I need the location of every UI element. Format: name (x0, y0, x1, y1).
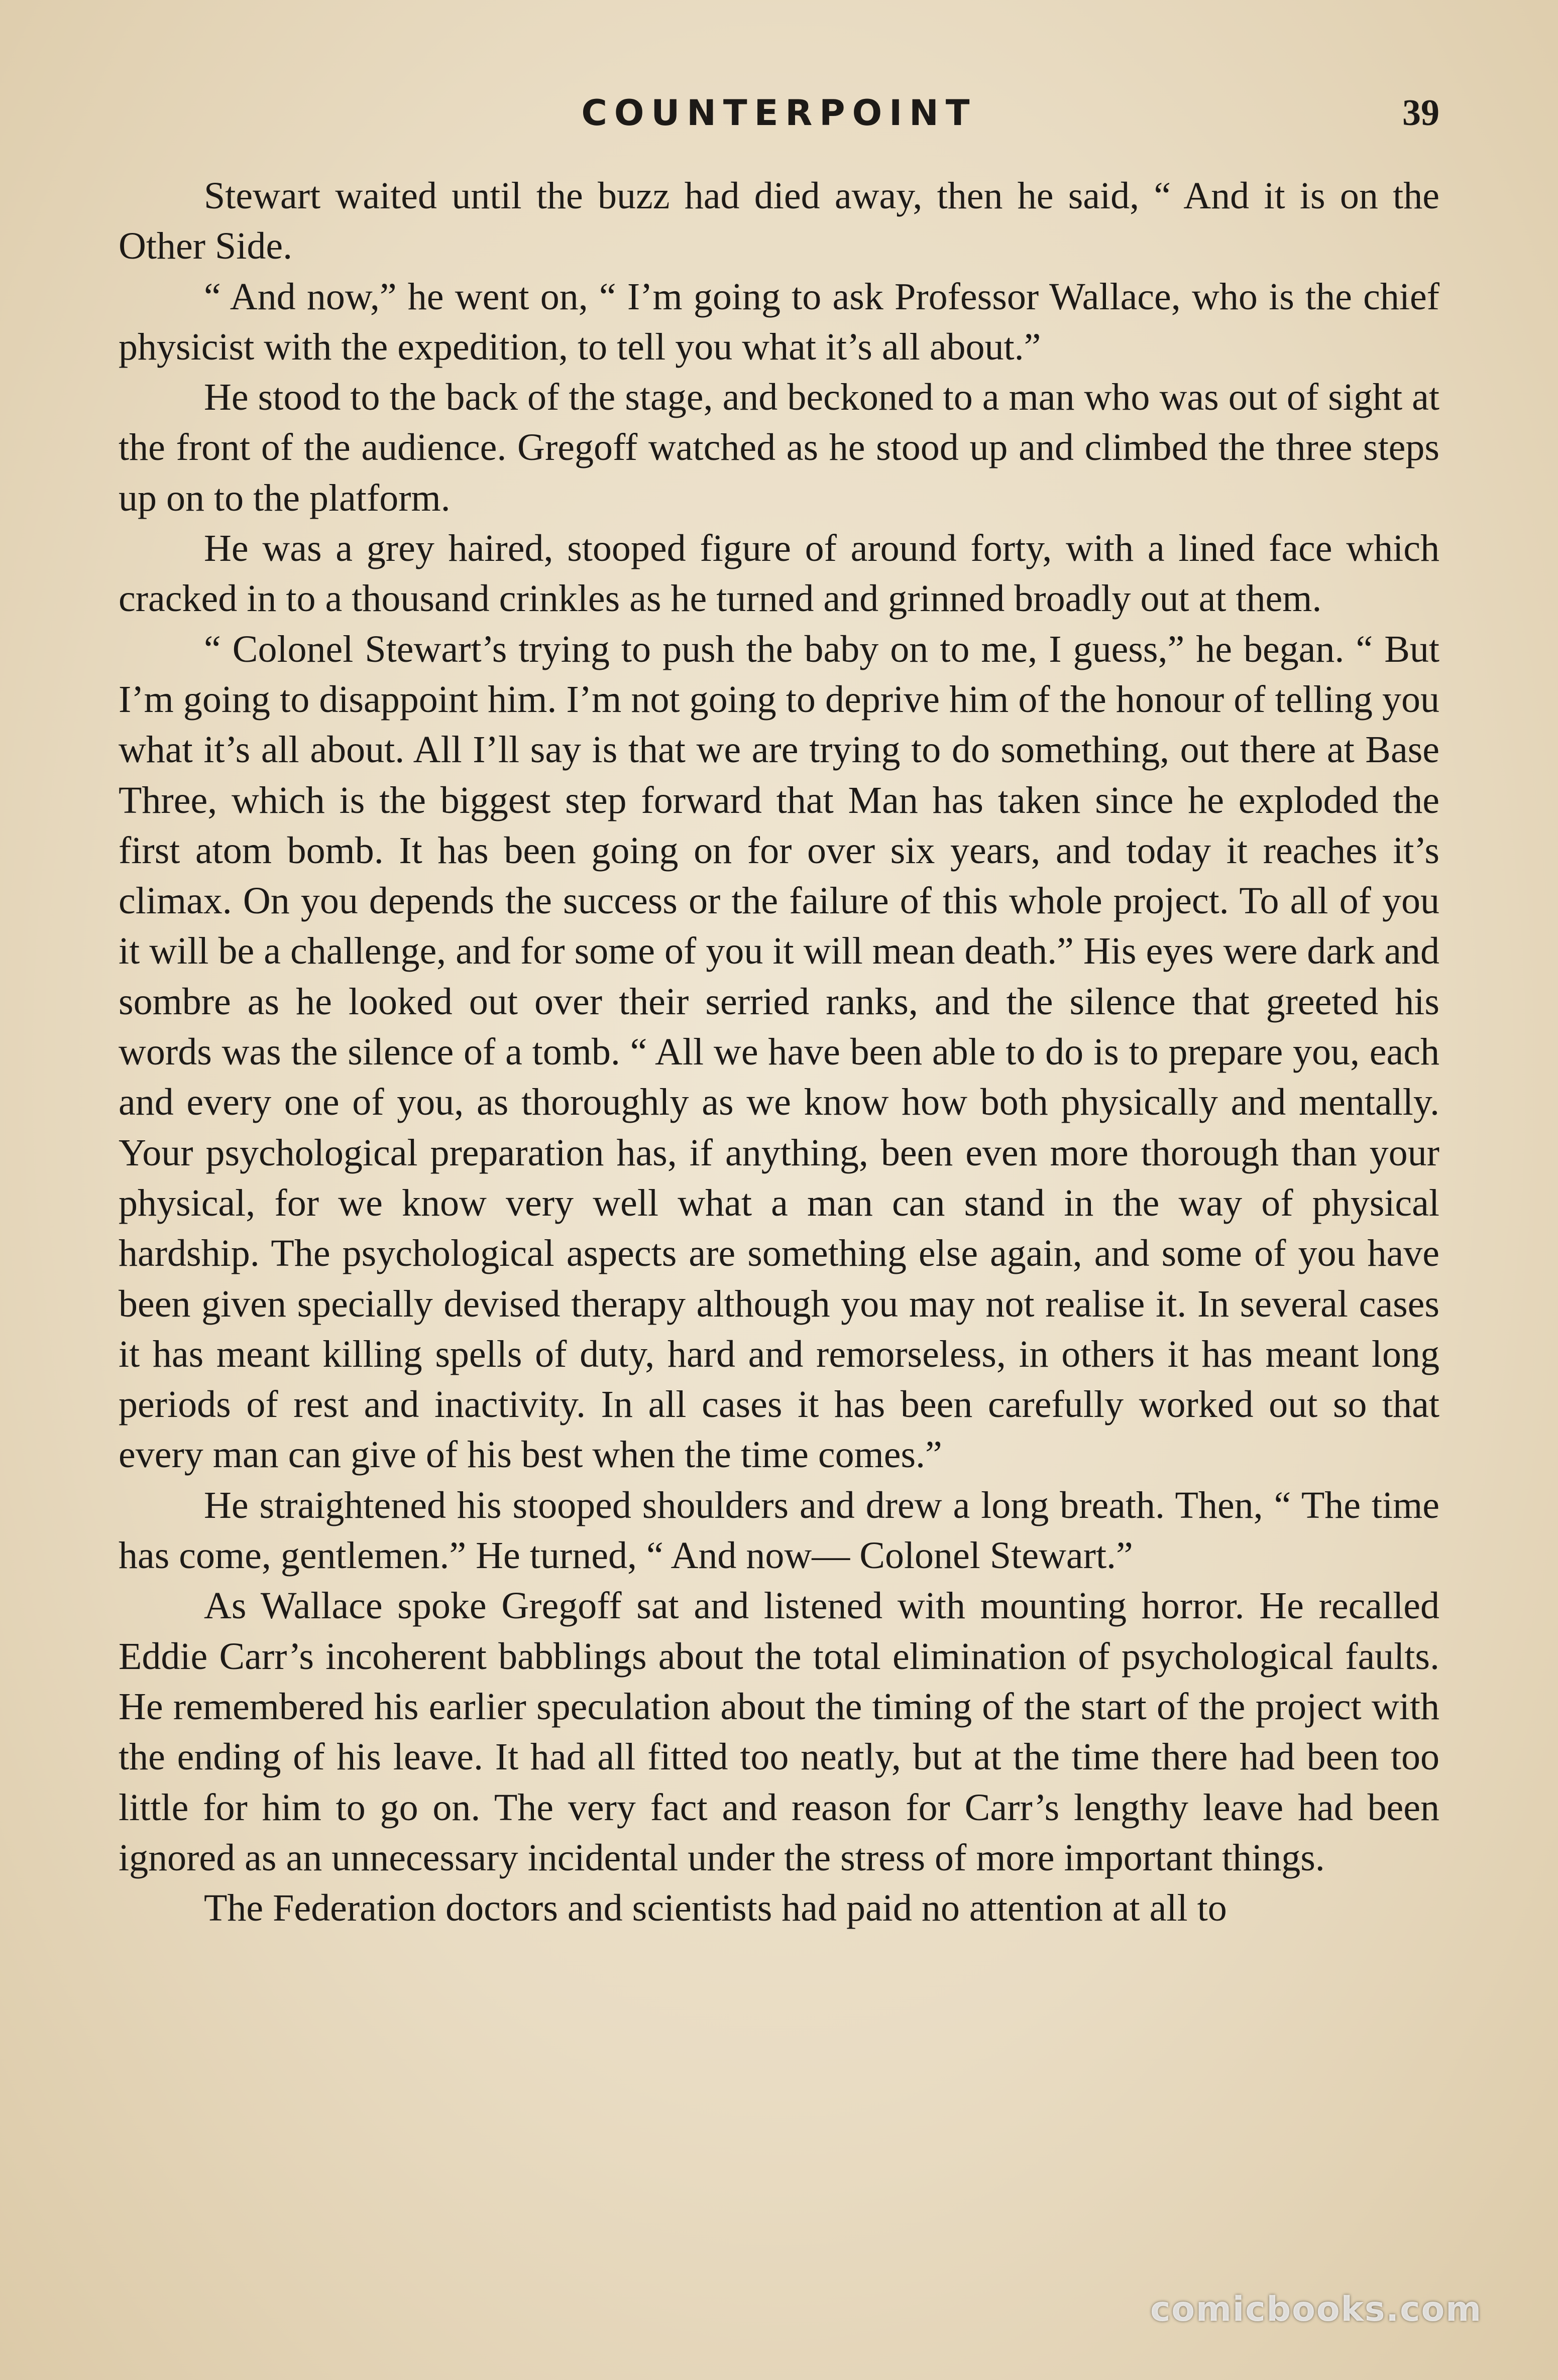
paragraph: Stewart waited until the buzz had died away, then he said, “ And it is on the Other Side. (119, 175, 1439, 268)
paragraph: He was a grey haired, stooped figure of around forty, with a lined face which cracked in to a thousand crinkles as he turned and grinned broadly out at them. (119, 527, 1439, 620)
page-header (119, 85, 1439, 141)
page-number: 39 (1402, 92, 1439, 134)
paragraph: As Wallace spoke Gregoff sat and listened with mounting horror. He recalled Eddie Carr’s incoherent babblings about the total elimination of psychological faults. He remembered his earlier speculation about the timing of the start of the project with the ending of his leave. It had all fitted too neatly, but at the time there had been too little for him to go on. The very fact and reason for Carr’s lengthy leave had been ignored as an unnecessary incidental under the stress of more important things. (119, 1585, 1439, 1879)
paragraph: He stood to the back of the stage, and beckoned to a man who was out of sight at the front of the audience. Gregoff watched as he stood up and climbed the three steps up on to the platform. (119, 376, 1439, 519)
body-text (119, 171, 1439, 1933)
paragraph: “ Colonel Stewart’s trying to push the baby on to me, I guess,” he began. “ But I’m going to disappoint him. I’m not going to deprive him of the honour of telling you what it’s all about. All I’ll say is that we are trying to do something, out there at Base Three, which is the biggest step forward that Man has taken since he exploded the first atom bomb. It has been going on for over six years, and today it reaches it’s climax. On you depends the success or the failure of this whole project. To all of you it will be a challenge, and for some of you it will mean death.” His eyes were dark and sombre as he looked out over their serried ranks, and the silence that greeted his words was the silence of a tomb. “ All we have been able to do is to prepare you, each and every one of you, as thoroughly as we know how both physically and mentally. Your psychological preparation has, if anything, been even more thorough than your physical, for we know very well what a man can stand in the way of physical hardship. The psychological aspects are something else again, and some of you have been given specially devised therapy although you may not realise it. In several cases it has meant killing spells of duty, hard and remorseless, in others it has meant long periods of rest and inactivity. In all cases it has been carefully worked out so that every man can give of his best when the time comes.” (119, 628, 1439, 1476)
running-title: COUNTERPOINT (581, 92, 977, 134)
paragraph: The Federation doctors and scientists had paid no attention at all to (204, 1887, 1227, 1930)
paragraph: “ And now,” he went on, “ I’m going to ask Professor Wallace, who is the chief physicist with the expedition, to tell you what it’s all about.” (119, 275, 1439, 368)
watermark-text: comicbooks.com (1150, 2290, 1483, 2329)
paragraph: He straightened his stooped shoulders and drew a long breath. Then, “ The time has come, gentlemen.” He turned, “ And now— Colonel Stewart.” (119, 1484, 1439, 1577)
